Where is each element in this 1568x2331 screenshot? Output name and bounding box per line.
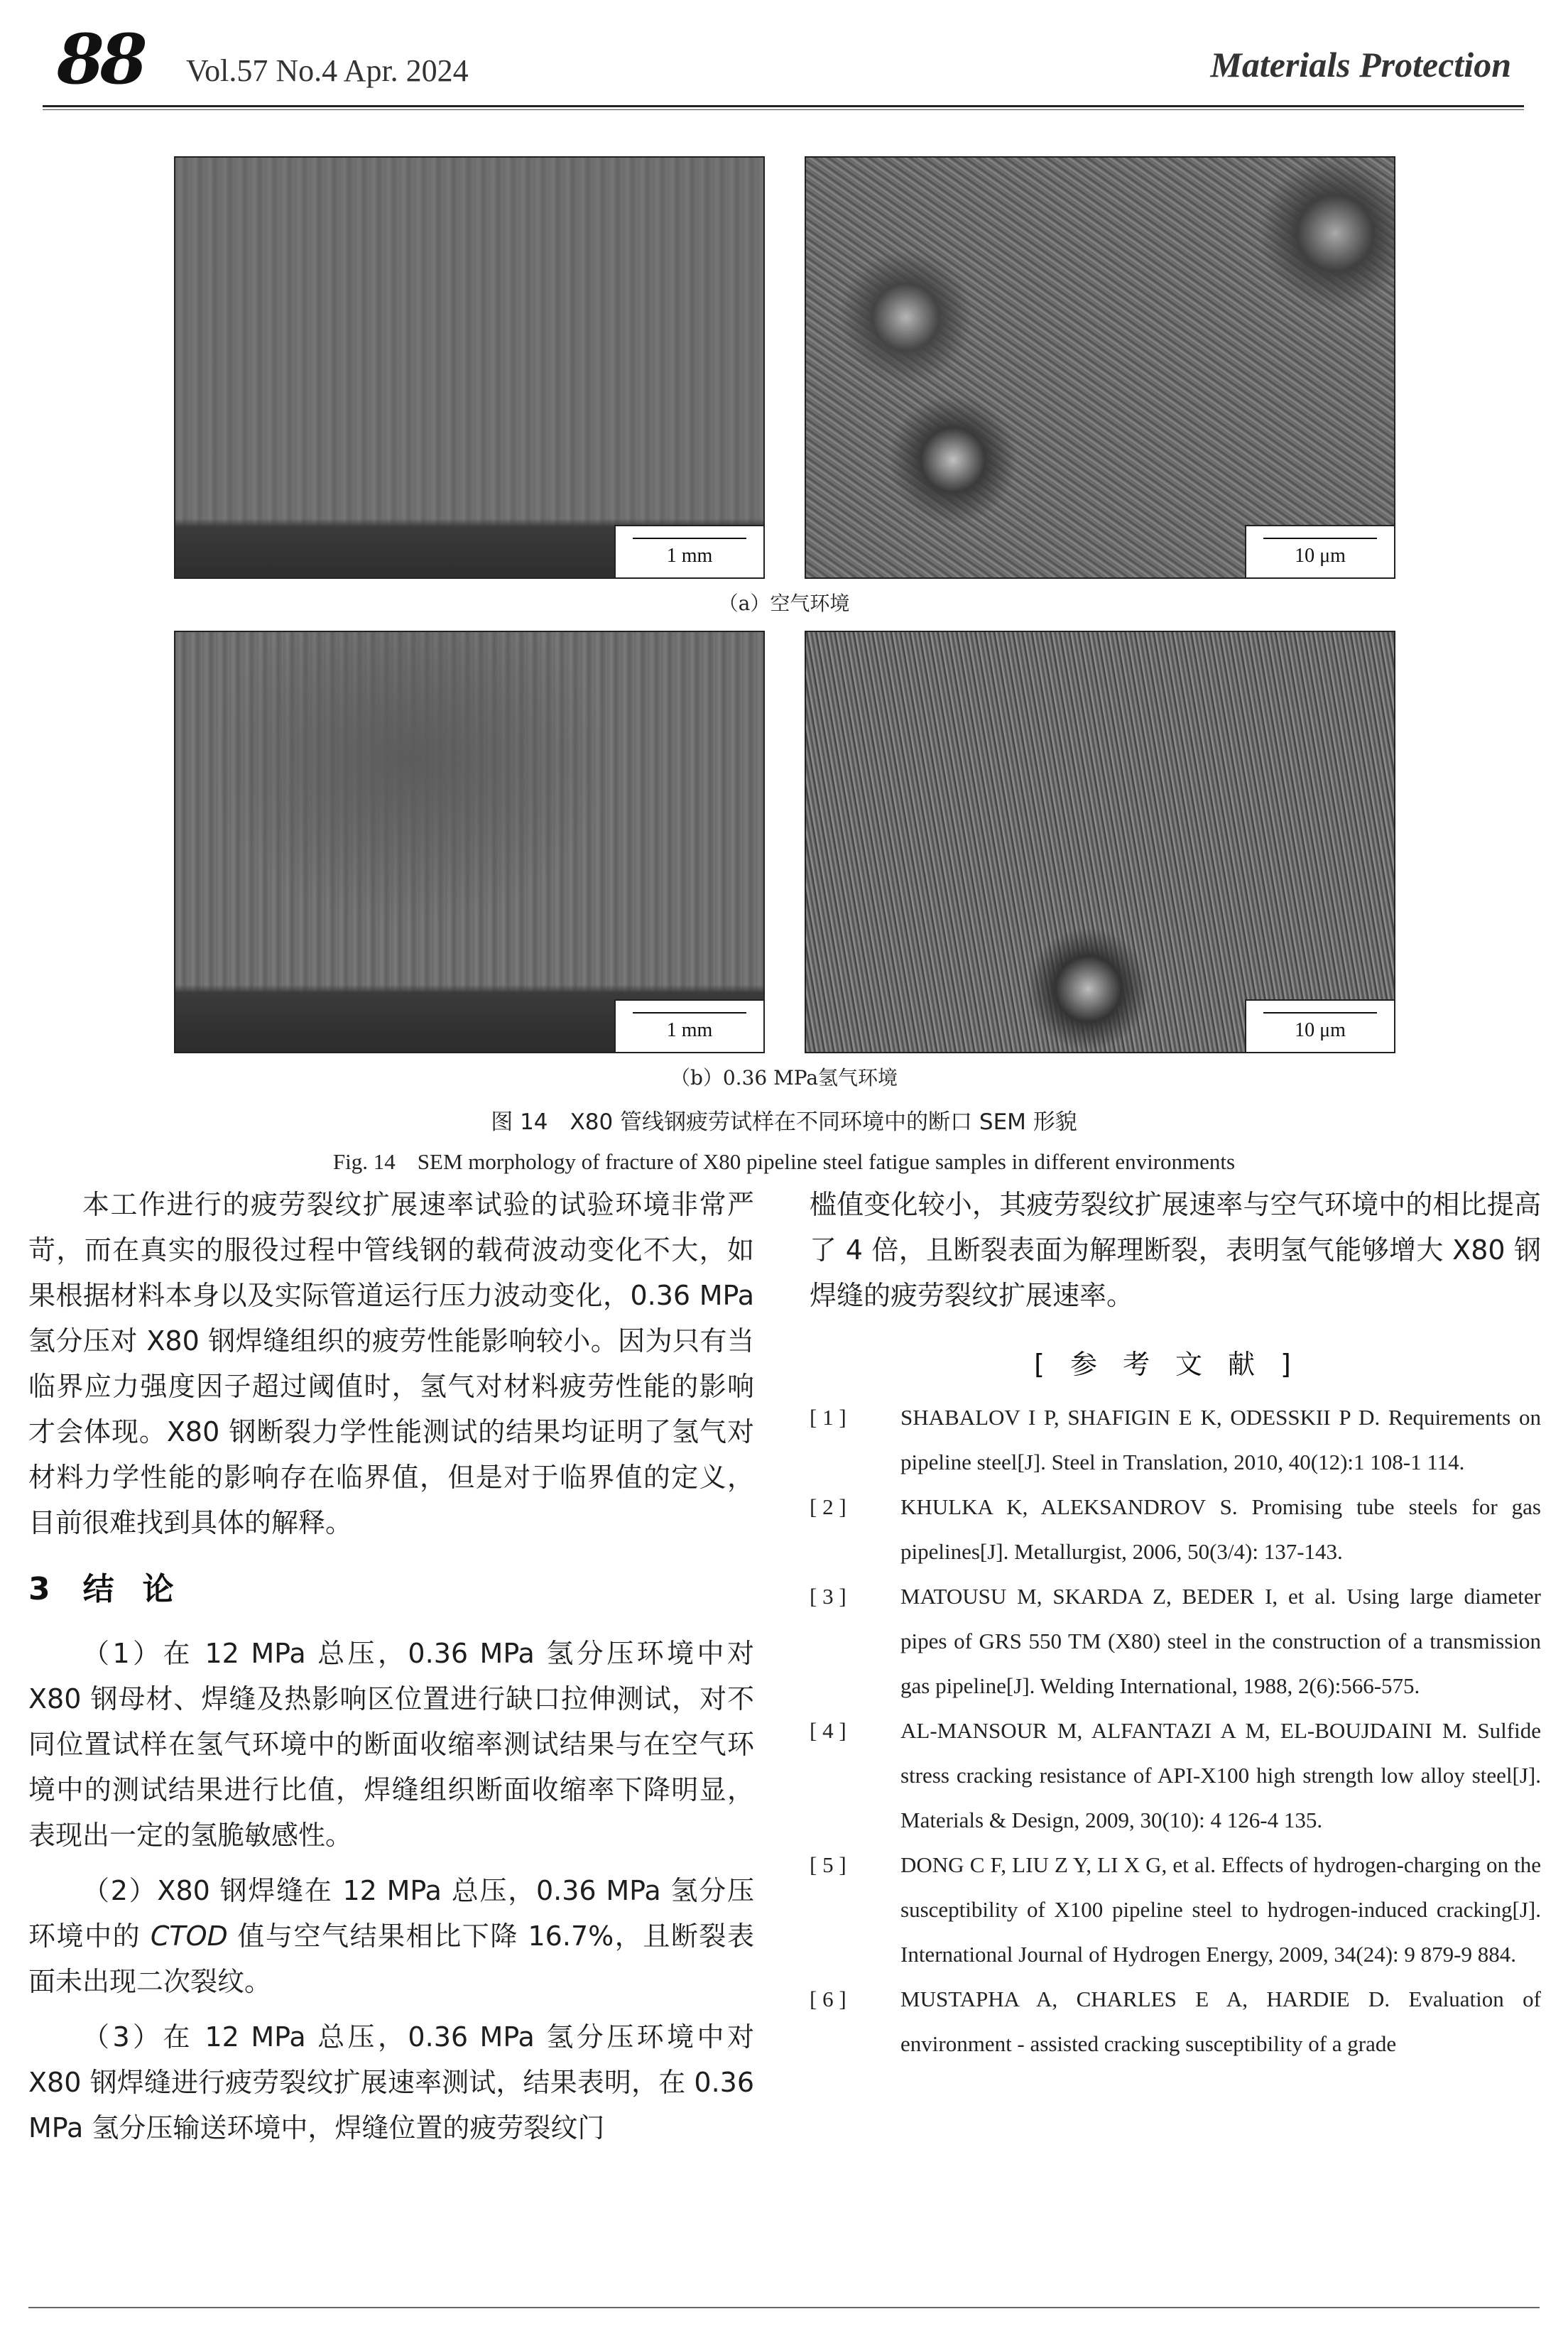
reference-text: MUSTAPHA A, CHARLES E A, HARDIE D. Evaluation of environment - assisted cracking susceptibility of a grade bbox=[900, 1987, 1541, 2056]
scale-bar bbox=[1245, 525, 1394, 577]
scale-bar-label: 10 μm bbox=[1295, 1019, 1346, 1041]
reference-number: [ 3 ] bbox=[810, 1584, 846, 1609]
reference-text: SHABALOV I P, SHAFIGIN E K, ODESSKII P D. Requirements on pipeline steel[J]. Steel in Translation, 2010, 40(12):1 108-1 114. bbox=[900, 1405, 1541, 1474]
sem-image-b-low-mag bbox=[174, 631, 765, 1053]
reference-item bbox=[810, 1842, 1541, 1977]
header-rule-thin bbox=[43, 109, 1524, 110]
scale-bar bbox=[614, 999, 763, 1052]
reference-item bbox=[810, 1574, 1541, 1708]
scale-bar bbox=[1245, 999, 1394, 1052]
ctod-term: CTOD bbox=[150, 1920, 228, 1952]
scale-bar-label: 1 mm bbox=[666, 1019, 713, 1041]
conclusion-3-continued: 槛值变化较小，其疲劳裂纹扩展速率与空气环境中的相比提高了 4 倍，且断裂表面为解理断裂，表明氢气能够增大 X80 钢焊缝的疲劳裂纹扩展速率。 bbox=[810, 1189, 1541, 1311]
subfigure-caption-b: （b）0.36 MPa氢气环境 bbox=[670, 1066, 898, 1090]
figure-caption-en: Fig. 14 SEM morphology of fracture of X80 pipeline steel fatigue samples in different environments bbox=[332, 1149, 1236, 1174]
conclusion-2-text: 值与空气结果相比下降 16.7%，且断裂表面未出现二次裂纹。 bbox=[28, 1920, 754, 1997]
reference-number: [ 2 ] bbox=[810, 1494, 846, 1519]
reference-text: AL-MANSOUR M, ALFANTAZI A M, EL-BOUJDAINI M. Sulfide stress cracking resistance of API-X100 high strength low alloy steel[J]. Materials & Design, 2009, 30(10): 4 126-4 135. bbox=[900, 1718, 1541, 1832]
conclusion-1: （1）在 12 MPa 总压，0.36 MPa 氢分压环境中对 X80 钢母材、焊缝及热影响区位置进行缺口拉伸测试，对不同位置试样在氢气环境中的断面收缩率测试结果与在空气环境中的测试结果进行比值，焊缝组织断面收缩率下降明显，表现出一定的氢脆敏感性。 bbox=[28, 1638, 754, 1851]
reference-number: [ 4 ] bbox=[810, 1718, 846, 1743]
reference-item bbox=[810, 1484, 1541, 1574]
reference-list bbox=[810, 1395, 1541, 2066]
subfigure-caption-a: （a）空气环境 bbox=[718, 592, 850, 615]
journal-title: Materials Protection bbox=[1210, 45, 1511, 85]
footer-rule bbox=[28, 2307, 1540, 2308]
conclusion-2-text: （2）X80 钢焊缝在 12 MPa 总压，0.36 MPa 氢分压环境中的 bbox=[28, 1875, 754, 1952]
reference-number: [ 1 ] bbox=[810, 1405, 846, 1430]
references-title: [参考文献] bbox=[1034, 1349, 1317, 1380]
reference-number: [ 5 ] bbox=[810, 1852, 846, 1877]
sem-image-a-low-mag bbox=[174, 156, 765, 579]
reference-text: DONG C F, LIU Z Y, LI X G, et al. Effects of hydrogen-charging on the susceptibility of X100 pipeline steel to hydrogen-induced cracking[J]. International Journal of Hydrogen Energy, 2009, 34(24): 9 879-9 884. bbox=[900, 1852, 1541, 1967]
reference-item bbox=[810, 1395, 1541, 1484]
sem-image-a-high-mag bbox=[805, 156, 1395, 579]
scale-bar bbox=[614, 525, 763, 577]
reference-number: [ 6 ] bbox=[810, 1987, 846, 2011]
left-column bbox=[28, 1182, 754, 2151]
reference-item bbox=[810, 1708, 1541, 1842]
conclusion-3: （3）在 12 MPa 总压，0.36 MPa 氢分压环境中对 X80 钢焊缝进行疲劳裂纹扩展速率测试，结果表明，在 0.36 MPa 氢分压输送环境中，焊缝位置的疲劳裂纹门 bbox=[28, 2021, 754, 2143]
section-number: 3 bbox=[28, 1571, 50, 1607]
discussion-paragraph: 本工作进行的疲劳裂纹扩展速率试验的试验环境非常严苛，而在真实的服役过程中管线钢的载荷波动变化不大，如果根据材料本身以及实际管道运行压力波动变化，0.36 MPa 氢分压对 X80 钢焊缝组织的疲劳性能影响较小。因为只有当临界应力强度因子超过阈值时，氢气对材料疲劳性能的影响才会体现。X80 钢断裂力学性能测试的结果均证明了氢气对材料力学性能的影响存在临界值，但是对于临界值的定义，目前很难找到具体的解释。 bbox=[28, 1189, 754, 1538]
scale-bar-label: 10 μm bbox=[1295, 545, 1346, 567]
issue-info: Vol.57 No.4 Apr. 2024 bbox=[186, 53, 469, 88]
section-heading bbox=[28, 1567, 754, 1612]
page-number: 88 bbox=[57, 19, 143, 99]
right-column-text bbox=[810, 1182, 1541, 1318]
sem-image-b-high-mag bbox=[805, 631, 1395, 1053]
scale-bar-label: 1 mm bbox=[666, 545, 713, 567]
section-title-part: 论 bbox=[142, 1571, 174, 1607]
conclusion-2 bbox=[28, 1868, 754, 2004]
reference-item bbox=[810, 1977, 1541, 2066]
header-rule bbox=[43, 105, 1524, 107]
reference-text: KHULKA K, ALEKSANDROV S. Promising tube steels for gas pipelines[J]. Metallurgist, 2006, 50(3/4): 137-143. bbox=[900, 1494, 1541, 1564]
figure-caption-cn: 图 14 X80 管线钢疲劳试样在不同环境中的断口 SEM 形貌 bbox=[491, 1109, 1077, 1135]
reference-text: MATOUSU M, SKARDA Z, BEDER I, et al. Using large diameter pipes of GRS 550 TM (X80) steel in the construction of a transmission gas pipeline[J]. Welding International, 1988, 2(6):566-575. bbox=[900, 1584, 1541, 1698]
section-title-part: 结 bbox=[82, 1571, 114, 1607]
